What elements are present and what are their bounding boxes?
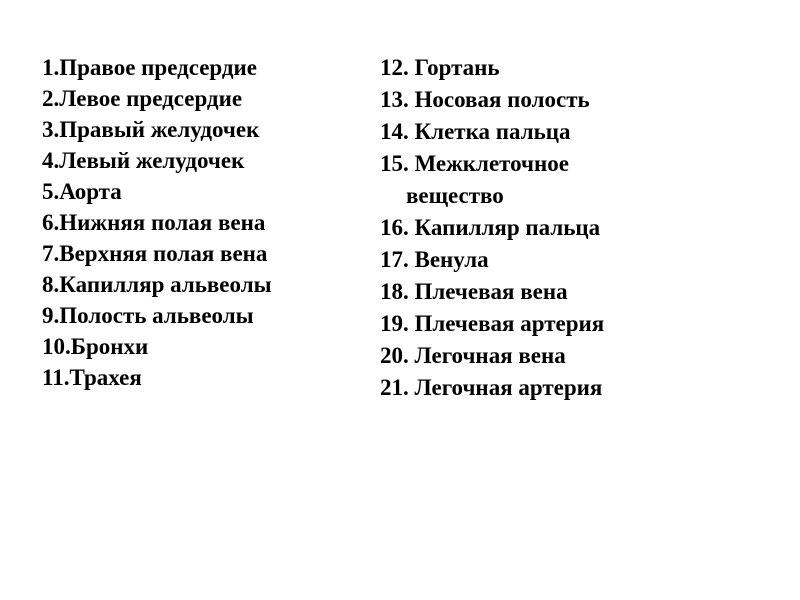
list-column-right: [340, 52, 800, 404]
list-item: [380, 372, 800, 404]
two-column-list: [0, 52, 800, 404]
list-item-label: Бронхи: [70, 334, 149, 359]
list-item: [380, 116, 800, 148]
list-item: [42, 300, 340, 331]
list-item-number: 12.: [380, 55, 409, 80]
list-item-number: 5.: [42, 179, 60, 204]
list-item-continuation: [380, 180, 800, 212]
list-item-number: 8.: [42, 272, 60, 297]
list-item-label: Легочная вена: [414, 343, 566, 368]
list-item: [380, 340, 800, 372]
list-item-number: 14.: [380, 119, 409, 144]
list-item: [380, 244, 800, 276]
list-item-label: Правый желудочек: [59, 117, 260, 142]
list-item-continuation-label: вещество: [406, 183, 504, 208]
list-item: [42, 52, 340, 83]
list-item-number: 20.: [380, 343, 409, 368]
list-item: [380, 308, 800, 340]
list-item-label: Капилляр альвеолы: [59, 272, 272, 297]
list-item: [42, 331, 340, 362]
list-item-label: Капилляр пальца: [414, 215, 601, 240]
list-item-label: Межклеточное: [414, 151, 569, 176]
list-item: [42, 207, 340, 238]
list-item-number: 1.: [42, 55, 60, 80]
list-item-label: Полость альвеолы: [59, 303, 254, 328]
list-item: [42, 114, 340, 145]
list-item: [42, 176, 340, 207]
list-item-label: Легочная артерия: [414, 375, 603, 400]
list-item-label: Левый желудочек: [59, 148, 245, 173]
list-item: [42, 362, 340, 393]
list-column-left: [0, 52, 340, 393]
list-item-label: Гортань: [414, 55, 500, 80]
list-item-number: 13.: [380, 87, 409, 112]
list-item-label: Правое предсердие: [59, 55, 258, 80]
list-item-label: Плечевая вена: [414, 279, 568, 304]
list-item-label: Левое предсердие: [59, 86, 243, 111]
list-item-label: Верхняя полая вена: [59, 241, 268, 266]
list-item-label: Нижняя полая вена: [59, 210, 266, 235]
list-item: [380, 52, 800, 84]
list-item-label: Трахея: [69, 365, 142, 390]
list-item: [42, 238, 340, 269]
list-item-label: Аорта: [59, 179, 122, 204]
list-item-number: 19.: [380, 311, 409, 336]
list-item: [42, 269, 340, 300]
list-item-number: 18.: [380, 279, 409, 304]
list-item-label: Носовая полость: [414, 87, 590, 112]
list-item: [42, 145, 340, 176]
list-item-label: Плечевая артерия: [414, 311, 605, 336]
list-item-number: 9.: [42, 303, 60, 328]
list-item: [380, 84, 800, 116]
list-item-number: 17.: [380, 247, 409, 272]
list-item-number: 4.: [42, 148, 60, 173]
list-item-number: 2.: [42, 86, 60, 111]
list-item-number: 15.: [380, 151, 409, 176]
list-item: [380, 148, 800, 180]
list-item-number: 11.: [42, 365, 70, 390]
list-item-number: 21.: [380, 375, 409, 400]
list-item-number: 6.: [42, 210, 60, 235]
list-item-label: Венула: [414, 247, 489, 272]
list-item-number: 3.: [42, 117, 60, 142]
list-item-label: Клетка пальца: [414, 119, 571, 144]
list-item-number: 10.: [42, 334, 71, 359]
list-item: [380, 276, 800, 308]
list-item: [380, 212, 800, 244]
list-item-number: 16.: [380, 215, 409, 240]
list-item-number: 7.: [42, 241, 60, 266]
list-item: [42, 83, 340, 114]
